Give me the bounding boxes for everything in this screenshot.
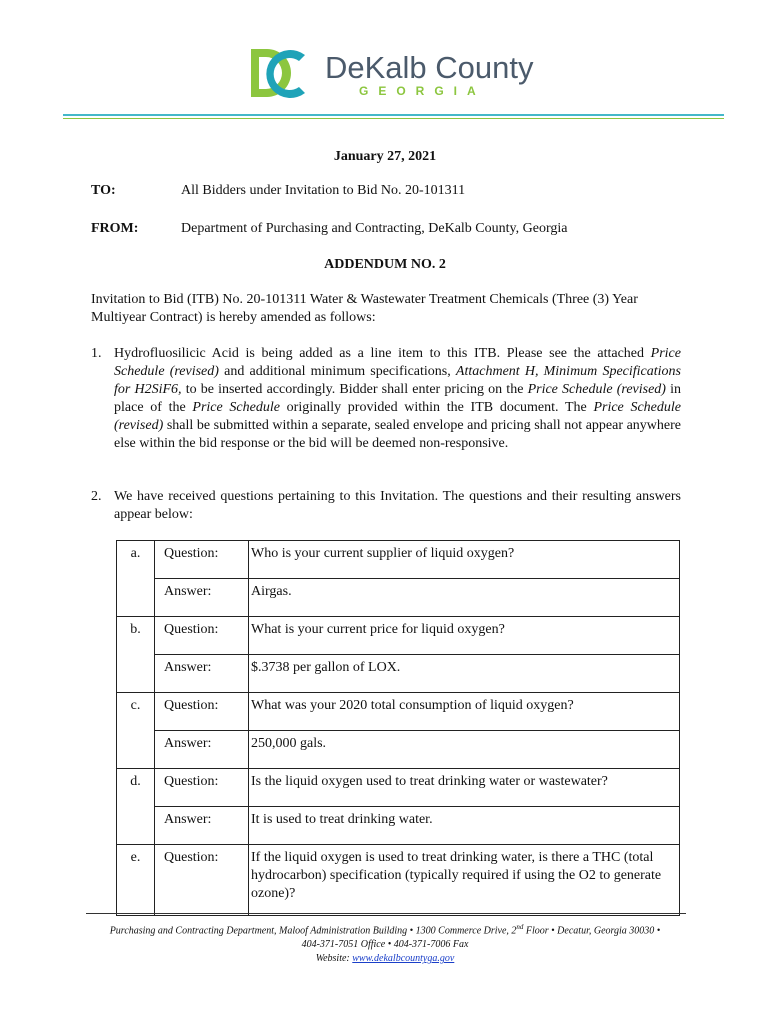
table-row bbox=[117, 845, 680, 916]
table-row bbox=[117, 693, 680, 731]
answer-text: It is used to treat drinking water. bbox=[249, 807, 680, 845]
answer-label: Answer: bbox=[155, 807, 249, 845]
question-text: Is the liquid oxygen used to treat drinking water or wastewater? bbox=[249, 769, 680, 807]
to-label: TO: bbox=[91, 183, 116, 198]
answer-text: Airgas. bbox=[249, 579, 680, 617]
question-letter: b. bbox=[117, 617, 155, 693]
answer-text: 250,000 gals. bbox=[249, 731, 680, 769]
table-row bbox=[117, 541, 680, 579]
table-row bbox=[117, 617, 680, 655]
question-label: Question: bbox=[155, 541, 249, 579]
table-row bbox=[117, 807, 680, 845]
question-text: Who is your current supplier of liquid oxygen? bbox=[249, 541, 680, 579]
list-item-text: Hydrofluosilicic Acid is being added as a line item to this ITB. Please see the attached Price Schedule (revised) and additional minimum specifications, Attachment H, Minimum Specifications for H2SiF6, to be inserted accordingly. Bidder shall enter pricing on the Price Schedule (revised) in place of the Price Schedule originally provided within the ITB document. The Price Schedule (revised) shall be submitted within a separate, sealed envelope and pricing shall not appear anywhere else within the bid response or the bid will be deemed non-responsive. bbox=[114, 346, 682, 451]
answer-text: $.3738 per gallon of LOX. bbox=[249, 655, 680, 693]
dc-logo-mark-icon bbox=[249, 47, 309, 101]
footer-rule bbox=[86, 913, 686, 914]
question-text: What was your 2020 total consumption of liquid oxygen? bbox=[249, 693, 680, 731]
from-label: FROM: bbox=[91, 221, 139, 236]
list-item-number: 2. bbox=[91, 489, 102, 504]
answer-label: Answer: bbox=[155, 579, 249, 617]
website-link[interactable]: www.dekalbcountyga.gov bbox=[352, 953, 455, 965]
logo-county-name: DeKalb County bbox=[325, 50, 534, 85]
page-footer bbox=[0, 920, 770, 966]
header-rule-green bbox=[63, 118, 724, 119]
footer-address: Purchasing and Contracting Department, Maloof Administration Building • 1300 Commerce Drive, 2nd Floor • Decatur, Georgia 30030 • bbox=[109, 923, 661, 937]
header-rule-teal bbox=[63, 114, 724, 116]
question-label: Question: bbox=[155, 617, 249, 655]
list-item-2 bbox=[91, 488, 681, 524]
from-value: Department of Purchasing and Contracting, DeKalb County, Georgia bbox=[181, 221, 568, 236]
question-letter: c. bbox=[117, 693, 155, 769]
addendum-title: ADDENDUM NO. 2 bbox=[324, 257, 446, 272]
question-letter: e. bbox=[117, 845, 155, 916]
table-row bbox=[117, 579, 680, 617]
list-item-text: We have received questions pertaining to this Invitation. The questions and their resulting answers appear below: bbox=[114, 489, 681, 522]
list-item-1 bbox=[91, 345, 681, 453]
questions-answers-table bbox=[116, 540, 680, 916]
question-label: Question: bbox=[155, 845, 249, 916]
answer-label: Answer: bbox=[155, 731, 249, 769]
table-row bbox=[117, 731, 680, 769]
dekalb-county-logo bbox=[249, 47, 534, 103]
table-row bbox=[117, 769, 680, 807]
answer-label: Answer: bbox=[155, 655, 249, 693]
table-row bbox=[117, 655, 680, 693]
question-label: Question: bbox=[155, 693, 249, 731]
footer-phone: 404-371-7051 Office • 404-371-7006 Fax bbox=[301, 939, 469, 951]
question-letter: d. bbox=[117, 769, 155, 845]
footer-website-line: Website: www.dekalbcountyga.gov bbox=[315, 953, 455, 965]
list-item-number: 1. bbox=[91, 346, 102, 361]
question-text: What is your current price for liquid oxygen? bbox=[249, 617, 680, 655]
memo-date: January 27, 2021 bbox=[333, 149, 437, 164]
question-label: Question: bbox=[155, 769, 249, 807]
question-letter: a. bbox=[117, 541, 155, 617]
logo-state-name: GEORGIA bbox=[359, 84, 486, 98]
intro-paragraph: Invitation to Bid (ITB) No. 20-101311 Water & Wastewater Treatment Chemicals (Three (3) Year Multiyear Contract) is hereby amended as follows: bbox=[91, 292, 638, 325]
to-value: All Bidders under Invitation to Bid No. 20-101311 bbox=[181, 183, 466, 198]
question-text: If the liquid oxygen is used to treat drinking water, is there a THC (total hydrocarbon) specification (typically required if using the O2 to generate ozone)? bbox=[249, 845, 680, 916]
